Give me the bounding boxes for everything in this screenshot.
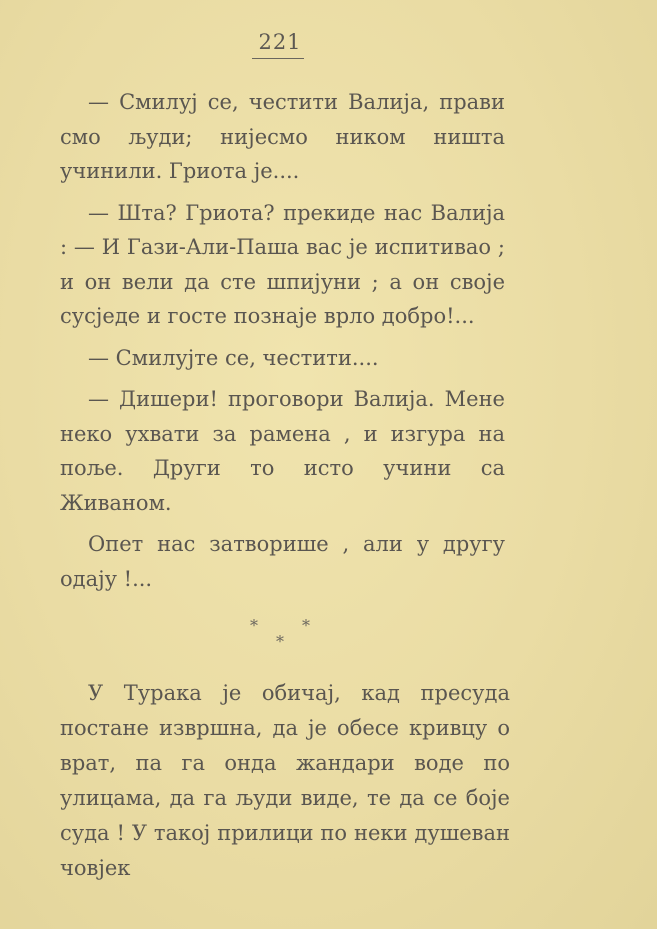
- asterisk: *: [250, 616, 258, 635]
- page-number: 221: [258, 30, 302, 54]
- paragraph-5: Опет нас затворише , али у другу одају !...: [60, 532, 505, 591]
- paragraph-2: — Шта? Гриота? прекиде нас Валија : — И Гази-Али-Паша вас је испитивао ; и он вели да сте шпијуни ; а он своје сусједе и госте познаје врло добро!...: [60, 200, 505, 328]
- paragraph-6: У Турака је обичај, кад пресуда постане извршна, да је обесе кривцу о врат, па га онда жандари воде по улицама, да га људи виде, те да се боје суда ! У такој прилици по неки душеван човјек: [60, 681, 510, 880]
- text-block-bottom: [60, 676, 510, 886]
- asterisk: *: [276, 632, 284, 651]
- paragraph-4: — Дишери! проговори Валија. Мене неко ухвати за рамена , и изгура на поље. Други то исто учини са Живаном.: [60, 387, 505, 515]
- asterisk: *: [302, 616, 310, 635]
- section-separator: [240, 616, 330, 656]
- paragraph-3: — Смилујте се, честити....: [88, 345, 379, 370]
- text-block-top: [60, 85, 505, 596]
- paragraph-1: — Смилуј се, честити Валија, прави смо људи; нијесмо ником ништа учинили. Гриота је....: [60, 90, 505, 183]
- page-number-rule: [252, 58, 304, 59]
